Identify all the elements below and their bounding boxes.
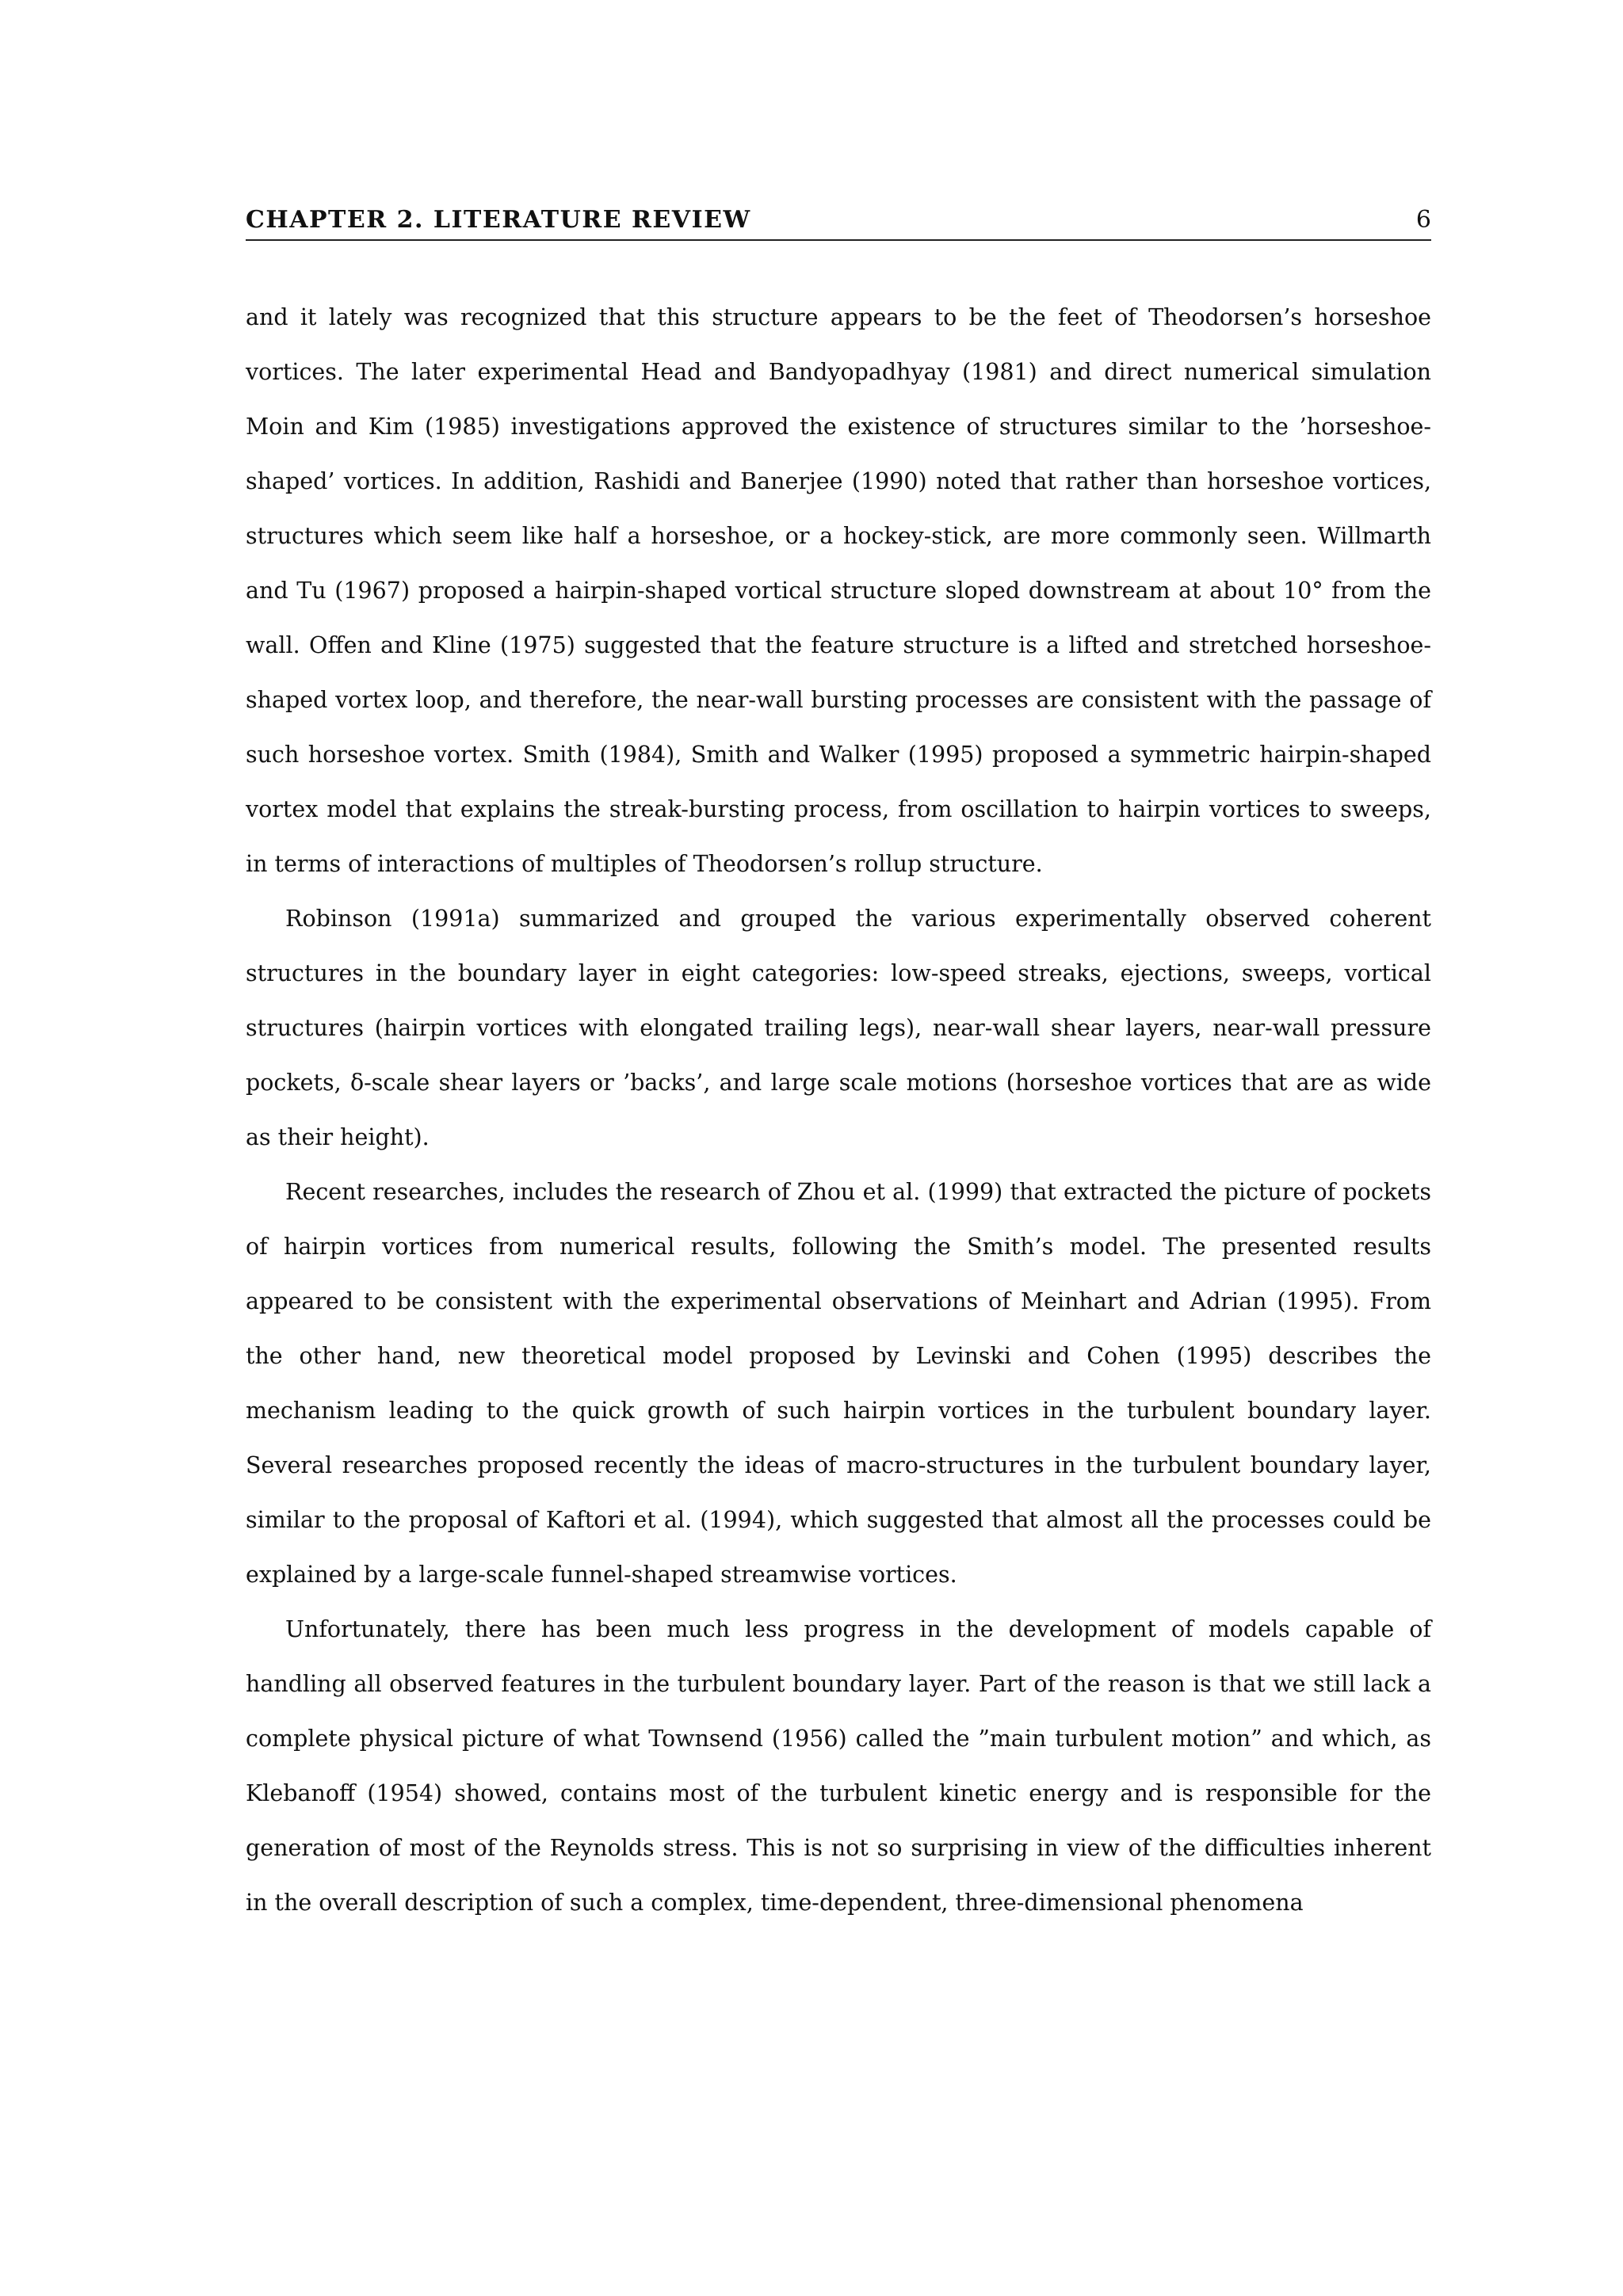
paragraph-unfortunately: Unfortunately, there has been much less progress in the development of models capable of handling all observed features in the turbulent boundary layer. Part of the reason is that we still lack a complete physical picture of what Townsend (1956) called the ”main turbulent motion” and which, as Klebanoff (1954) showed, contains most of the turbulent kinetic energy and is responsible for the generation of most of the Reynolds stress. This is not so surprising in view of the difficulties inherent in the overall description of such a complex, time-dependent, three-dimensional phenomena bbox=[246, 1616, 1431, 1916]
paragraph-robinson: Robinson (1991a) summarized and grouped the various experimentally observed coherent structures in the boundary layer in eight categories: low-speed streaks, ejections, sweeps, vortical structures (hairpin vortices with elongated trailing legs), near-wall shear layers, near-wall pressure pockets, δ-scale shear layers or ’backs’, and large scale motions (horseshoe vortices that are as wide as their height). bbox=[246, 906, 1431, 1150]
body-text bbox=[246, 290, 1431, 1930]
chapter-title: CHAPTER 2. LITERATURE REVIEW bbox=[246, 206, 751, 234]
running-header bbox=[246, 204, 1431, 241]
page-number: 6 bbox=[1415, 206, 1431, 234]
paragraph-recent-researches: Recent researches, includes the research of Zhou et al. (1999) that extracted the picture of pockets of hairpin vortices from numerical results, following the Smith’s model. The presented results appeared to be consistent with the experimental observations of Meinhart and Adrian (1995). From the other hand, new theoretical model proposed by Levinski and Cohen (1995) describes the mechanism leading to the quick growth of such hairpin vortices in the turbulent boundary layer. Several researches proposed recently the ideas of macro-structures in the turbulent boundary layer, similar to the proposal of Kaftori et al. (1994), which suggested that almost all the processes could be explained by a large-scale funnel-shaped streamwise vortices. bbox=[246, 1179, 1431, 1588]
paragraph-continued: and it lately was recognized that this structure appears to be the feet of Theodorsen’s horseshoe vortices. The later experimental Head and Bandyopadhyay (1981) and direct numerical simulation Moin and Kim (1985) investigations approved the existence of structures similar to the ’horseshoe-shaped’ vortices. In addition, Rashidi and Banerjee (1990) noted that rather than horseshoe vortices, structures which seem like half a horseshoe, or a hockey-stick, are more commonly seen. Willmarth and Tu (1967) proposed a hairpin-shaped vortical structure sloped downstream at about 10° from the wall. Offen and Kline (1975) suggested that the feature structure is a lifted and stretched horseshoe-shaped vortex loop, and therefore, the near-wall bursting processes are consistent with the passage of such horseshoe vortex. Smith (1984), Smith and Walker (1995) proposed a symmetric hairpin-shaped vortex model that explains the streak-bursting process, from oscillation to hairpin vortices to sweeps, in terms of interactions of multiples of Theodorsen’s rollup structure. bbox=[246, 304, 1431, 877]
